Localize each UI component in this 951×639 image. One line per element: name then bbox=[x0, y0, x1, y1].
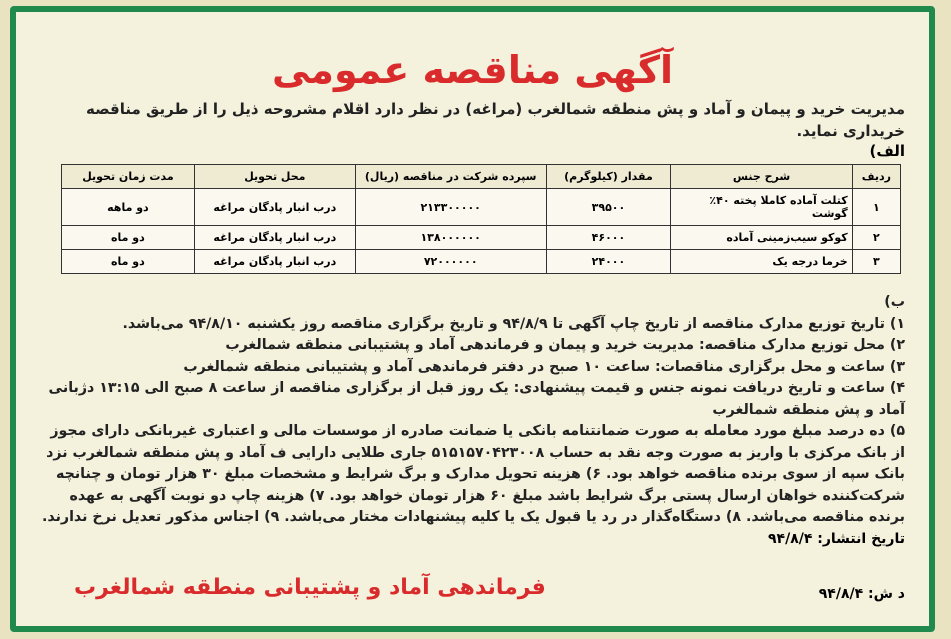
cell-description: کتلت آماده کاملا پخته ۴۰٪ گوشت bbox=[671, 189, 852, 226]
cell-delivery-time: دو ماه bbox=[62, 250, 195, 274]
cell-delivery-time: دو ماهه bbox=[62, 189, 195, 226]
cell-row-num: ۳ bbox=[852, 250, 900, 274]
condition-item-1: ۱) تاریخ توزیع مدارک مناقصه از تاریخ چاپ آگهی تا ۹۴/۸/۹ و تاریخ برگزاری مناقصه روز یکشنبه ۹۴/۸/۱۰ می‌باشد. bbox=[122, 315, 905, 332]
header-quantity: مقدار (کیلوگرم) bbox=[546, 165, 671, 189]
section-b bbox=[40, 292, 905, 529]
cell-delivery-place: درب انبار پادگان مراغه bbox=[194, 189, 355, 226]
cell-delivery-place: درب انبار پادگان مراغه bbox=[194, 226, 355, 250]
cell-deposit: ۲۱۳۳۰۰۰۰۰ bbox=[355, 189, 546, 226]
cell-deposit: ۷۲۰۰۰۰۰۰ bbox=[355, 250, 546, 274]
section-b-label: ب) bbox=[884, 294, 905, 310]
footer-organization: فرماندهی آماد و پشتیبانی منطقه شمالغرب bbox=[74, 575, 546, 600]
table-header-row bbox=[62, 165, 901, 189]
header-delivery-place: محل تحویل bbox=[194, 165, 355, 189]
cell-quantity: ۴۶۰۰۰ bbox=[546, 226, 671, 250]
publication-date: تاریخ انتشار: ۹۴/۸/۴ bbox=[767, 530, 905, 547]
section-a-label: الف) bbox=[869, 142, 905, 160]
condition-item-5: ۵) ده درصد مبلغ مورد معامله به صورت ضمانتنامه بانکی یا ضمانت صادره از موسسات مالی و اعتباری غیربانکی دارای مجوز از بانک مرکزی با واریز به صورت وجه نقد به حساب ۵۱۵۱۵۷۰۴۲۳۰۰۸ جاری طلایی دارایی ف آماد و پش منطقه شمالغرب نزد بانک سپه از سوی برنده مناقصه خواهد بود. ۶) هزینه تحویل مدارک و برگ شرایط و مشخصات مبلغ ۳۰ هزار تومان و چنانچه شرکت‌کننده خواهان ارسال پستی برگ شرایط باشد مبلغ ۶۰ هزار تومان خواهد بود. ۷) هزینه چاپ دو نوبت آگهی به عهده برنده مناقصه می‌باشد. ۸) دستگاه‌گذار در رد یا قبول یک یا کلیه پیشنهادات مختار می‌باشد. ۹) اجناس مذکور تعدیل نرخ ندارند. bbox=[41, 423, 905, 525]
cell-delivery-place: درب انبار پادگان مراغه bbox=[194, 250, 355, 274]
condition-item-4: ۴) ساعت و تاریخ دریافت نمونه جنس و قیمت پیشنهادی: یک روز قبل از برگزاری مناقصه از ساعت ۸ صبح الی ۱۳:۱۵ دژبانی آماد و پش منطقه شمالغرب bbox=[48, 380, 905, 418]
intro-text: مدیریت خرید و پیمان و آماد و پش منطقه شمالغرب (مراغه) در نظر دارد اقلام مشروحه ذیل را از طریق مناقصه خریداری نماید. bbox=[86, 100, 905, 140]
cell-quantity: ۲۴۰۰۰ bbox=[546, 250, 671, 274]
notice-content bbox=[34, 26, 911, 616]
table-row bbox=[62, 250, 901, 274]
cell-deposit: ۱۳۸۰۰۰۰۰۰ bbox=[355, 226, 546, 250]
header-description: شرح جنس bbox=[671, 165, 852, 189]
cell-description: کوکو سیب‌زمینی آماده bbox=[671, 226, 852, 250]
notice-frame bbox=[10, 6, 935, 632]
table-row bbox=[62, 189, 901, 226]
header-deposit: سپرده شرکت در مناقصه (ریال) bbox=[355, 165, 546, 189]
condition-item-2: ۲) محل توزیع مدارک مناقصه: مدیریت خرید و پیمان و فرماندهی آماد و پشتیبانی منطقه شمالغرب bbox=[225, 337, 905, 353]
cell-row-num: ۱ bbox=[852, 189, 900, 226]
header-row-num: ردیف bbox=[852, 165, 900, 189]
items-table bbox=[61, 164, 901, 274]
condition-item-3: ۳) ساعت و محل برگزاری مناقصات: ساعت ۱۰ صبح در دفتر فرماندهی آماد و پشتیبانی منطقه شمالغرب bbox=[183, 358, 905, 375]
table-row bbox=[62, 226, 901, 250]
cell-description: خرما درجه یک bbox=[671, 250, 852, 274]
cell-delivery-time: دو ماه bbox=[62, 226, 195, 250]
notice-code: د ش: ۹۴/۸/۴ bbox=[818, 586, 905, 602]
header-delivery-time: مدت زمان تحویل bbox=[62, 165, 195, 189]
notice-title: آگهی مناقصه عمومی bbox=[271, 48, 674, 92]
cell-quantity: ۳۹۵۰۰ bbox=[546, 189, 671, 226]
cell-row-num: ۲ bbox=[852, 226, 900, 250]
